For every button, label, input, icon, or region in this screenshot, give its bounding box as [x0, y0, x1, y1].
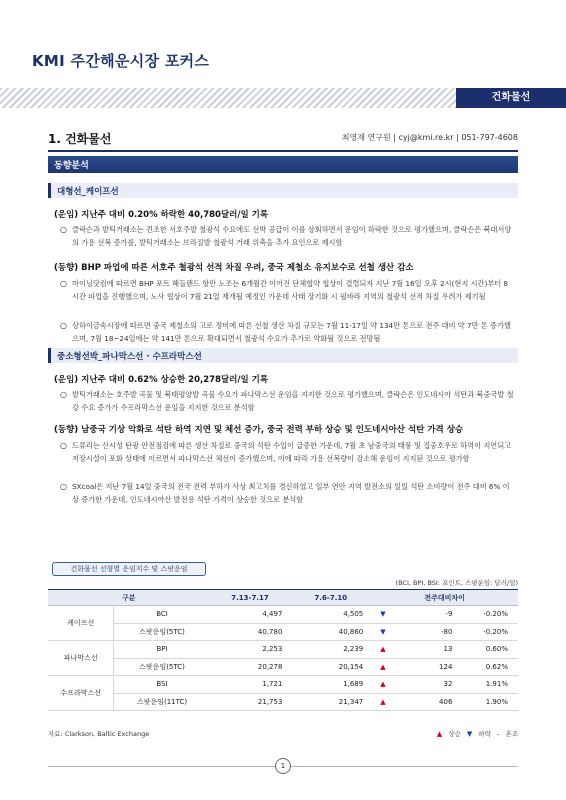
bullet-item [60, 481, 514, 506]
arrow-up-icon: ▲ [380, 662, 386, 671]
bullet-text: SXcoal은 지난 7월 14일 중국의 전국 전력 부하가 사상 최고치를 경신하였고 일부 연안 지역 발전소의 일일 석탄 소비량이 전주 대비 6% 이상 증가한 가운데, 인도네시아산 발전용 석탄 가격이 상승한 것으로 분석함 [72, 482, 510, 504]
table-header-row [48, 590, 518, 606]
bullet-item [60, 389, 514, 414]
row-pct: 1.90% [458, 693, 518, 711]
bullet-item [60, 224, 514, 249]
row-current: 4,497 [210, 606, 291, 624]
article-title-row [48, 130, 518, 148]
header-week2: 7.6-7.10 [290, 590, 371, 606]
header-change: 전주대비차이 [371, 590, 518, 606]
table-row [48, 623, 518, 641]
row-previous: 4,505 [290, 606, 371, 624]
arrow-up-icon: ▲ [436, 730, 443, 738]
row-current: 1,721 [210, 676, 291, 694]
row-current: 40,780 [210, 623, 291, 641]
row-previous: 21,347 [290, 693, 371, 711]
table-row [48, 676, 518, 694]
freight-table [48, 589, 518, 711]
legend-flat-label: 혼조 [505, 730, 518, 738]
row-direction [371, 606, 394, 624]
section-tag: 건화물선 [456, 88, 566, 108]
row-diff: 406 [395, 693, 459, 711]
row-group-name: 케이프선 [48, 606, 114, 641]
row-diff: -80 [395, 623, 459, 641]
subhead-bar [48, 156, 518, 173]
headline: (운임) 지난주 대비 0.20% 하락한 40,780달러/일 기록 [54, 210, 269, 220]
bullet-item [60, 278, 514, 303]
row-current: 2,253 [210, 641, 291, 659]
row-direction [371, 641, 394, 659]
bullet-item [60, 320, 514, 345]
headline: (동향) BHP 파업에 따른 서호주 철광석 선적 차질 우려, 중국 제철소 유지보수로 선철 생산 감소 [54, 263, 414, 273]
table-unit-note: (BCI, BPI, BSI: 포인트, 스팟운임: 달러/일) [395, 579, 518, 587]
row-item: 스팟운임(5TC) [114, 658, 210, 676]
legend-down-label: 하락 [478, 730, 491, 738]
row-group-name: 수프라막스선 [48, 676, 114, 711]
row-previous: 20,154 [290, 658, 371, 676]
row-previous: 1,689 [290, 676, 371, 694]
row-pct: 0.62% [458, 658, 518, 676]
title-divider [48, 150, 518, 152]
row-diff: 13 [395, 641, 459, 659]
row-current: 20,278 [210, 658, 291, 676]
category-label: 대형선_케이프선 [57, 187, 119, 197]
row-item: BCI [114, 606, 210, 624]
table-legend [433, 729, 518, 738]
arrow-down-icon: ▼ [466, 730, 473, 738]
arrow-down-icon: ▼ [380, 610, 386, 619]
page-number: 1 [275, 758, 291, 774]
bullet-text: 발틱거래소는 호주발 곡물 및 북태평양발 곡물 수요가 파나막스선 운임을 지지한 것으로 평가했으며, 클락슨은 인도네시아 석탄과 북중국발 철강 수요 증가가 수프라막스선 운임을 지지한 것으로 분석함 [72, 390, 514, 412]
row-direction [371, 693, 394, 711]
headline: (운임) 지난주 대비 0.62% 상승한 20,278달러/일 기록 [54, 375, 269, 385]
bullet-circle-icon: ○ [60, 482, 67, 491]
row-direction [371, 623, 394, 641]
table-body [48, 606, 518, 711]
legend-flat-symbol: - [497, 730, 500, 738]
row-pct: 1.91% [458, 676, 518, 694]
table-row [48, 641, 518, 659]
table-row [48, 693, 518, 711]
legend-up-label: 상승 [448, 730, 461, 738]
subhead-label: 동향분석 [54, 161, 89, 171]
row-previous: 2,239 [290, 641, 371, 659]
brand-title: KMI 주간해운시장 포커스 [32, 52, 210, 70]
row-diff: 32 [395, 676, 459, 694]
headline: (동향) 남중국 기상 악화로 석탄 하역 지연 및 체선 증가, 중국 전력 부하 상승 및 인도네시아산 석탄 가격 상승 [54, 425, 464, 435]
author-info: 최영재 연구원 | cyj@kmi.re.kr | 051-797-4608 [341, 133, 518, 142]
row-group-name: 파나막스선 [48, 641, 114, 676]
row-previous: 40,860 [290, 623, 371, 641]
bullet-circle-icon: ○ [60, 441, 67, 450]
header-group: 구분 [48, 590, 210, 606]
arrow-down-icon: ▼ [380, 627, 386, 636]
bullet-circle-icon: ○ [60, 390, 67, 399]
row-direction [371, 658, 394, 676]
article-title: 1. 건화물선 [48, 132, 112, 146]
row-item: BPI [114, 641, 210, 659]
category-bar-capesize [48, 183, 518, 198]
arrow-up-icon: ▲ [380, 680, 386, 689]
category-label: 중소형선박_파나막스선 · 수프라막스선 [57, 352, 202, 362]
row-pct: -0.20% [458, 606, 518, 624]
bullet-item [60, 440, 514, 465]
row-diff: -9 [395, 606, 459, 624]
row-current: 21,753 [210, 693, 291, 711]
bullet-circle-icon: ○ [60, 225, 67, 234]
row-direction [371, 676, 394, 694]
bullet-text: 마이닝닷컴에 따르면 BHP 포트 헤들랜드 항만 노조는 6개월간 이어진 단체협약 협상이 결렬되자 지난 7월 16일 오후 2시(현지 시간)부터 8시간 파업을 진행했으며, 노사 협상이 7월 21일 재개될 예정인 가운데 사태 장기화 시 필바라 지역의 철광석 선적 차질 우려가 제기됨 [72, 279, 509, 301]
arrow-up-icon: ▲ [380, 697, 386, 706]
bullet-circle-icon: ○ [60, 279, 67, 288]
table-caption: 건화물선 선형별 운임지수 및 스팟운임 [52, 562, 206, 576]
arrow-up-icon: ▲ [380, 645, 386, 654]
bullet-text: 상하이금속시장에 따르면 중국 제철소의 고로 정비에 따른 선철 생산 차질 규모는 7월 11-17일 약 134만 톤으로 전주 대비 약 7만 톤 증가했으며, 7월 18~24일에는 약 141만 톤으로 확대되면서 철광석 수요가 추가로 약화될 것으로 전망됨 [72, 321, 511, 343]
row-pct: -0.20% [458, 623, 518, 641]
table-row [48, 658, 518, 676]
row-item: BSI [114, 676, 210, 694]
category-bar-panamax-supramax [48, 348, 518, 363]
row-diff: 124 [395, 658, 459, 676]
header-week1: 7.13-7.17 [210, 590, 291, 606]
row-pct: 0.60% [458, 641, 518, 659]
bullet-circle-icon: ○ [60, 321, 67, 330]
table-row [48, 606, 518, 624]
row-item: 스팟운임(11TC) [114, 693, 210, 711]
row-item: 스팟운임(5TC) [114, 623, 210, 641]
bullet-text: 클락슨과 발틱거래소는 견조한 서호주발 철광석 수요에도 선박 공급이 이를 상회하면서 운임이 하락한 것으로 평가했으며, 클락슨은 북대서양의 가용 선복 증가를, 발틱거래소는 브라질발 철광석 거래 위축을 추가 요인으로 제시함 [72, 225, 512, 247]
table-source: 자료: Clarkson, Baltic Exchange [48, 730, 150, 738]
bullet-text: 드류리는 산시성 탄광 안전점검에 따른 생산 차질로 중국의 석탄 수입이 급증한 가운데, 7월 초 남중국의 태풍 및 집중호우로 하역이 지연되고 저장시설이 포화 상태에 이르면서 파나막스선 체선이 증가했으며, 이에 따라 가용 선복량이 감소해 운임이 지지된 것으로 평가함 [72, 441, 512, 463]
